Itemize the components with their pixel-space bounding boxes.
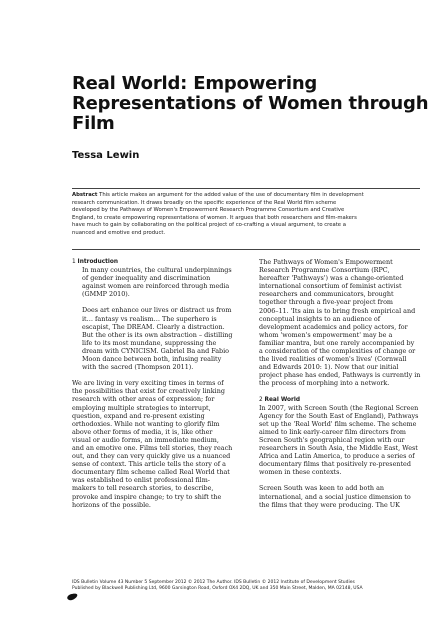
abstract-line: research communication. It draws broadly on the specific experience of the Real World film scheme <box>72 199 337 206</box>
body-line: horizons of the possible. <box>72 500 151 509</box>
body-line: hereafter 'Pathways') was a change-oriented <box>259 274 404 283</box>
paragraph-gap <box>72 371 242 379</box>
body-line: Moon dance between both, infusing reality <box>82 355 222 364</box>
body-line: above other forms of media, it is, like other <box>72 427 213 436</box>
body-line: familiar mantra, but one rarely accompanied by <box>259 338 415 347</box>
body-line: documentary films that positively re-presented <box>259 460 411 469</box>
body-line: Does art enhance our lives or distract us from <box>82 306 232 315</box>
ink-blot-icon <box>66 592 78 602</box>
body-line: and an emotive one. Films tell stories, they reach <box>72 443 233 452</box>
left-column <box>72 258 242 509</box>
body-line: international consortium of feminist activist <box>259 282 402 291</box>
body-line: Research Programme Consortium (RPC, <box>259 266 390 275</box>
abstract-line <box>72 192 420 200</box>
body-line: was established to enlist professional film- <box>72 476 210 485</box>
body-line: project phase has ended, Pathways is currently in <box>259 371 421 380</box>
body-line: orthodoxies. While not wanting to glorify film <box>72 419 220 428</box>
body-line: of gender inequality and discrimination <box>82 274 211 283</box>
body-line: a consideration of the complexities of change or <box>259 347 416 356</box>
body-line: conceptual insights to an audience of <box>259 314 381 323</box>
abstract-line: developed by the Pathways of Women's Empowerment Research Programme Consortium and Creative <box>72 207 345 213</box>
abstract-label: Abstract <box>72 192 98 198</box>
section-heading <box>72 258 242 266</box>
body-line: employing multiple strategies to interrupt, <box>72 403 211 412</box>
body-line: the process of morphing into a network. <box>259 379 390 388</box>
body-line: international, and a social justice dimension to <box>259 492 411 501</box>
body-line: the films that they were producing. The UK <box>259 500 400 509</box>
section-number: 2 <box>259 396 265 403</box>
abstract-top-divider <box>72 188 420 189</box>
body-line: Screen South's geographical region with our <box>259 435 405 444</box>
abstract-bottom-divider <box>72 249 420 250</box>
body-line: researchers in South Asia, the Middle East, West <box>259 444 418 453</box>
body-line: whom 'women's empowerment' may be a <box>259 330 393 339</box>
body-line: research with other areas of expression; for <box>72 395 215 404</box>
abstract <box>72 192 420 237</box>
journal-footer <box>72 580 422 592</box>
title-line: Film <box>72 113 115 134</box>
body-line: makers to tell research stories, to describe, <box>72 484 214 493</box>
body-line: with the sacred (Thompson 2011). <box>82 363 194 372</box>
epigraph <box>72 266 242 371</box>
author-name: Tessa Lewin <box>72 150 140 161</box>
body-line: out, and they can very quickly give us a nuanced <box>72 452 231 461</box>
body-line: life to its most mundane, suppressing the <box>82 338 217 347</box>
body-line: Screen South was keen to add both an <box>259 484 385 493</box>
section-title: Real World <box>264 396 301 403</box>
paragraph-gap <box>259 476 429 484</box>
body-line: dream with CYNICISM. Gabriel Ba and Fabio <box>82 346 230 355</box>
body-line: sense of context. This article tells the story of a <box>72 460 226 469</box>
footer-line: IDS Bulletin Volume 43 Number 5 September 2012 © 2012 The Author. IDS Bulletin © 2012 Institute of Development Studies <box>72 580 355 585</box>
body-line: The Pathways of Women's Empowerment <box>259 258 393 266</box>
body-line: Agency for the South East of England), Pathways <box>259 411 419 420</box>
paragraph-gap <box>82 298 242 306</box>
body-line: provoke and inspire change; to try to shift the <box>72 492 222 501</box>
body-line: women in these contexts. <box>259 468 342 477</box>
section-heading <box>259 396 429 404</box>
body-line: documentary film scheme called Real World that <box>72 468 230 477</box>
paragraph-gap <box>259 388 429 396</box>
body-line: Africa and Latin America, to produce a series of <box>259 452 415 461</box>
article-title <box>72 73 429 134</box>
body-line: the lived realities of women's lives' (Cornwall <box>259 355 407 364</box>
body-line: But the other is its own abstraction – distilling <box>82 330 233 339</box>
body-line: researchers and communicators, brought <box>259 290 394 299</box>
abstract-line: have much to gain by collaborating on the political project of co-crafting a visual argument, to create a <box>72 222 346 228</box>
abstract-text: This article makes an argument for the added value of the use of documentary film in development <box>97 192 364 198</box>
body-line: development academics and policy actors, for <box>259 322 408 331</box>
body-line: aimed to link early-career film directors from <box>259 427 406 436</box>
title-line: Real World: Empowering <box>72 73 318 94</box>
body-line: visual or audio forms, an immediate medium, <box>72 435 219 444</box>
section-number: 1 <box>72 259 78 265</box>
section-title: Introduction <box>77 259 119 265</box>
body-line: escapist, The DREAM. Clearly a distraction. <box>82 322 225 331</box>
body-line: it… fantasy vs realism… The superhero is <box>82 314 217 323</box>
body-line: the possibilities that exist for creatively linking <box>72 387 225 396</box>
abstract-line: England, to create empowering representations of women. It argues that both researchers and film-makers <box>72 214 357 221</box>
body-line: (GMMP 2010). <box>82 290 130 299</box>
title-line: Representations of Women through <box>72 93 429 114</box>
abstract-line: nuanced and emotive end product. <box>72 229 166 236</box>
body-line: together through a five-year project from <box>259 298 393 307</box>
body-line: In many countries, the cultural underpinnings <box>82 266 232 275</box>
body-line: We are living in very exciting times in terms of <box>72 379 224 388</box>
footer-line: Published by Blackwell Publishing Ltd, 9600 Garsington Road, Oxford OX4 2DQ, UK and 350 Main Street, Malden, MA 02148, USA <box>72 586 363 591</box>
body-line: and Edwards 2010: 1). Now that our initial <box>259 363 399 372</box>
body-line: against women are reinforced through media <box>82 282 230 291</box>
body-line: question, expand and re-present existing <box>72 411 205 420</box>
body-line: set up the 'Real World' film scheme. The scheme <box>259 419 417 428</box>
body-line: In 2007, with Screen South (the Regional Screen <box>259 403 419 412</box>
body-line: 2006–11. 'Its aim is to bring fresh empirical and <box>259 306 416 315</box>
right-column <box>259 258 429 509</box>
